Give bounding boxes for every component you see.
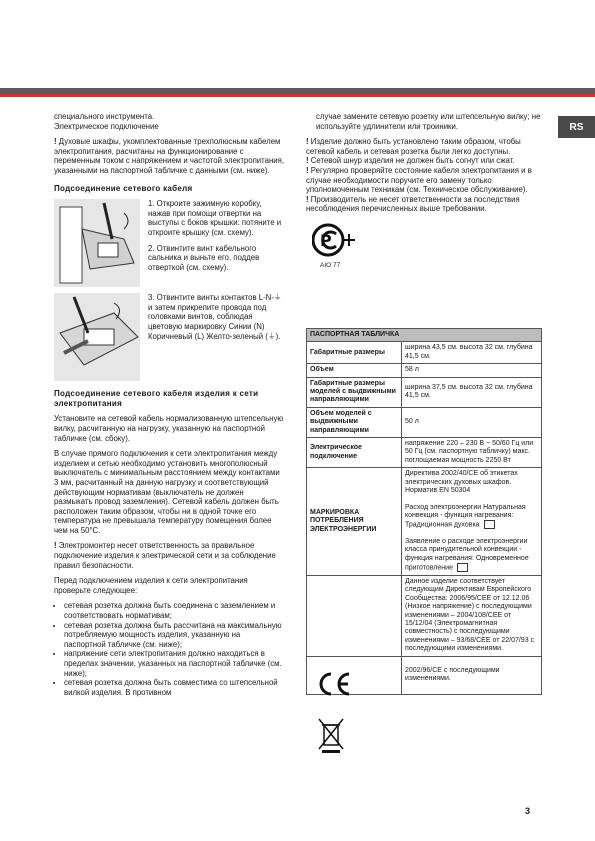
list-item: • сетевая розетка должна быть рассчитана на максимальную потребляемую мощность изделия, указанную на паспортной табличке (см. ниже);: [64, 621, 284, 650]
paragraph: В случае прямого подключения к сети электропитания между изделием и сетью необходимо установить многополюсный выключатель с минимальным расстоянием между контактами 3 мм, расчитанный на данную нагрузку и соответствующий действующим нормативам (выключатель не должен размыкать провод заземления). Сетевой кабель должен быть расположен таким образом, чтобы ни в одной точке его температура не превышала температуру помещения более чем на 50°С.: [54, 449, 280, 535]
list-item: • сетевая розетка должна быть совместима со штепсельной вилкой изделия. В противном: [64, 678, 284, 697]
paragraph: Перед подключением изделия к сети электропитания проверьте следующее:: [54, 576, 248, 595]
energy-directive: Директива 2002/40/CE об этикетах электрических духовых шкафов. Норматив EN 50304: [405, 470, 518, 495]
ce-row: [307, 576, 542, 657]
warning-paragraph: ! Изделие должно быть установлено таким образом, чтобы сетевой кабель и сетевая розетка были легко доступны.: [306, 137, 521, 156]
step-3: [54, 293, 284, 381]
list-item: • напряжение сети электропитания должно находиться в пределах значении, указанных на паспортной табличке (см. ниже);: [64, 649, 284, 678]
weee-text: 2002/96/CE с последующими изменениями.: [402, 656, 542, 694]
step-1-text: 1. Откроите зажимную коробку, нажав при помощи отвертки на выступы с боков крышки: потяните и откроите крышку (см. схему).: [148, 199, 282, 237]
section-heading: Подсоединение сетевого кабеля изделия к сети электропитания: [54, 389, 259, 408]
page-number: 3: [525, 806, 531, 816]
warning-paragraph: ! Регулярно проверяйте состояние кабеля электропитания и в случае необходимости поручите его замену только уполномоченным техникам (см. Техническое обслуживание).: [306, 165, 532, 195]
gost-caption: AIO 77: [320, 261, 341, 269]
paragraph: Установите на сетевой кабель нормализованную штепсельную вилку, расчитанную на нагрузку, указанную на паспортной табличке (см. сбоку).: [54, 414, 284, 443]
terminal-box-illustration: [54, 199, 140, 287]
warning-paragraph: ! Сетевой шнур изделия не должен быть согнут или сжат.: [306, 156, 515, 166]
ce-mark-icon: [316, 670, 352, 698]
table-title: ПАСПОРТНАЯ ТАБЛИЧКА: [307, 329, 542, 342]
table-row: Электрическое подключение напряжение 220 – 230 В ~ 50/60 Гц или 50 Гц (см. паспортную табличку) макс. поглощаемая мощность 2250 Вт: [307, 438, 542, 468]
step-3-text: 3. Отвинтите винты контактов L-N-⏚ и затем прикрепите провода под головками винтов, соблюдая цветовую маркировку Синии (N) Коричневый (L) Желто-зеленый (⏚).: [148, 293, 282, 341]
energy-row: [307, 468, 542, 576]
warning-paragraph: ! Электромонтер несет ответственность за правильное подключение изделия к электрической сети и за соблюдение правил безопасности.: [54, 541, 276, 570]
step-1: [54, 199, 284, 287]
right-column: [306, 112, 542, 270]
energy-natural: Расход электроэнергии Натуральная конвекция - функция нагревания: Традиционная духовка: [405, 503, 526, 529]
section-heading: Подсоединение сетевого кабеля: [54, 183, 193, 193]
ce-compliance-text: Данное изделие соответствует следующим Директивам Европейского Сообщества: 2006/95/CEE от 12.12.06 (Низкое напряжение) с последующими изменениями – 2004/108/CEE от 15/12/04 (Электромагнитная совместность) с последующими изменениями – 93/68/CEE от 22/07/93 с последующими изменениями.: [402, 576, 542, 657]
svg-text:P: P: [320, 230, 332, 250]
table-row: Габаритные размеры моделей с выдвижными направляющими ширина 37,5 см. высота 32 см. глубина 41,5 см.: [307, 377, 542, 407]
energy-forced: Заявление о расходе электроэнергии класса принудительной конвекции - функция нагревания: Одновременное приготовление: [405, 538, 529, 572]
oven-static-icon: [484, 520, 495, 529]
warning-paragraph: ! Духовые шкафы, укомплектованные трехполюсным кабелем электропитания, расчитаны на функционирование с переменным током с напряжением и частотой электропитания, указанными на паспортной табличке с данными (см. ниже).: [54, 137, 285, 175]
table-row: Объем моделей с выдвижными направляющими 50 л: [307, 407, 542, 437]
checklist: [54, 601, 284, 697]
oven-fan-icon: [457, 563, 468, 572]
wiring-illustration: [54, 293, 140, 381]
left-column: [54, 112, 284, 697]
header-accent-line: [0, 94, 595, 97]
intro-text: специального инструмента. Электрическое подключение: [54, 112, 159, 131]
list-item: • сетевая розетка должна быть соединена с заземлением и соответствовать нормативам;: [64, 601, 284, 620]
warning-paragraph: ! Производитель не несет ответственности за последствия несоблюдения перечисленных выше требовании.: [306, 194, 520, 214]
language-tab: RS: [558, 116, 595, 138]
crossed-bin-icon: [316, 715, 346, 755]
energy-label: МАРКИРОВКА ПОТРЕБЛЕНИЯ ЭЛЕКТРОЭНЕРГИИ: [307, 468, 402, 576]
table-row: Объем 58 л: [307, 364, 542, 377]
continuation-text: случае замените сетевую розетку или штепсельную вилку; не используйте удлинители или троиники.: [316, 112, 541, 131]
table-row: Габаритные размеры ширина 43,5 см. высота 32 см. глубина 41,5 см.: [307, 342, 542, 364]
gost-certification-icon: [312, 222, 356, 258]
specification-table: [306, 328, 542, 695]
step-2-text: 2. Отвинтите винт кабельного сальника и выньте его, поддев отверткой (см. схему).: [148, 243, 260, 272]
